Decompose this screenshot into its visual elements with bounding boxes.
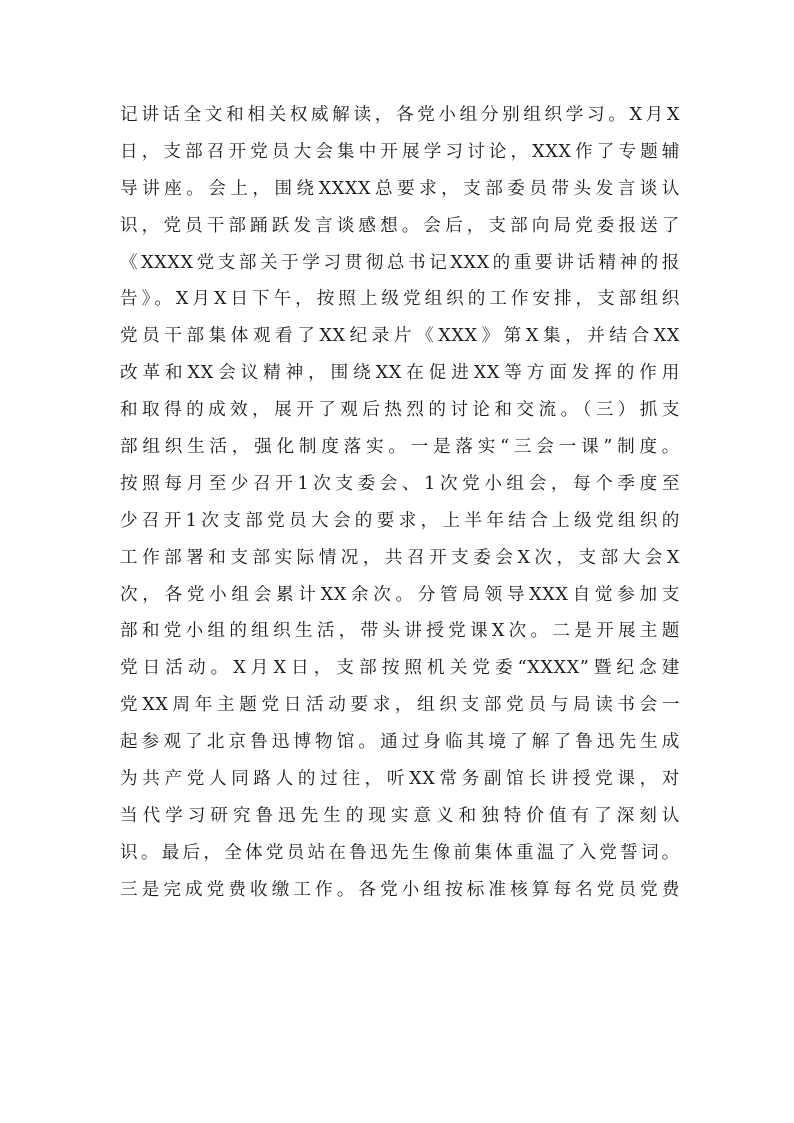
text-line: 识，党员干部踊跃发言谈感想。会后，支部向局党委报送了	[120, 215, 680, 236]
text-line: 部组织生活，强化制度落实。一是落实“三会一课”制度。	[120, 437, 680, 458]
text-line: 记讲话全文和相关权威解读，各党小组分别组织学习。X月X	[120, 105, 680, 125]
text-line: 少召开1次支部党员大会的要求，上半年结合上级党组织的	[120, 510, 680, 531]
text-line: 导讲座。会上，围绕XXXX总要求，支部委员带头发言谈认	[120, 178, 680, 199]
text-line: 告》。X月X日下午，按照上级党组织的工作安排，支部组织	[120, 289, 680, 310]
text-line: 三是完成党费收缴工作。各党小组按标准核算每名党员党费	[120, 879, 680, 900]
body-text	[120, 97, 680, 909]
text-line: 和取得的成效，展开了观后热烈的讨论和交流。（三）抓支	[120, 400, 680, 421]
text-line: 日，支部召开党员大会集中开展学习讨论，XXX作了专题辅	[120, 141, 680, 162]
text-line: 识。最后，全体党员站在鲁迅先生像前集体重温了入党誓词。	[120, 842, 680, 863]
text-line: 党员干部集体观看了XX纪录片《XXX》第X集，并结合XX	[120, 326, 680, 347]
text-line: 党XX周年主题党日活动要求，组织支部党员与局读书会一	[120, 695, 680, 716]
text-line: 部和党小组的组织生活，带头讲授党课X次。二是开展主题	[120, 621, 680, 642]
text-line: 起参观了北京鲁迅博物馆。通过身临其境了解了鲁迅先生成	[120, 732, 680, 753]
text-line: 当代学习研究鲁迅先生的现实意义和独特价值有了深刻认	[120, 805, 680, 826]
text-line: 党日活动。X月X日，支部按照机关党委“XXXX”暨纪念建	[120, 658, 680, 679]
text-line: 为共产党人同路人的过往，听XX常务副馆长讲授党课，对	[120, 769, 680, 790]
text-line: 按照每月至少召开1次支委会、1次党小组会，每个季度至	[120, 473, 680, 494]
text-line: 《XXXX党支部关于学习贯彻总书记XXX的重要讲话精神的报	[120, 252, 680, 273]
text-line: 次，各党小组会累计XX余次。分管局领导XXX自觉参加支	[120, 584, 680, 605]
text-line: 工作部署和支部实际情况，共召开支委会X次，支部大会X	[120, 547, 680, 568]
text-line: 改革和XX会议精神，围绕XX在促进XX等方面发挥的作用	[120, 363, 680, 384]
